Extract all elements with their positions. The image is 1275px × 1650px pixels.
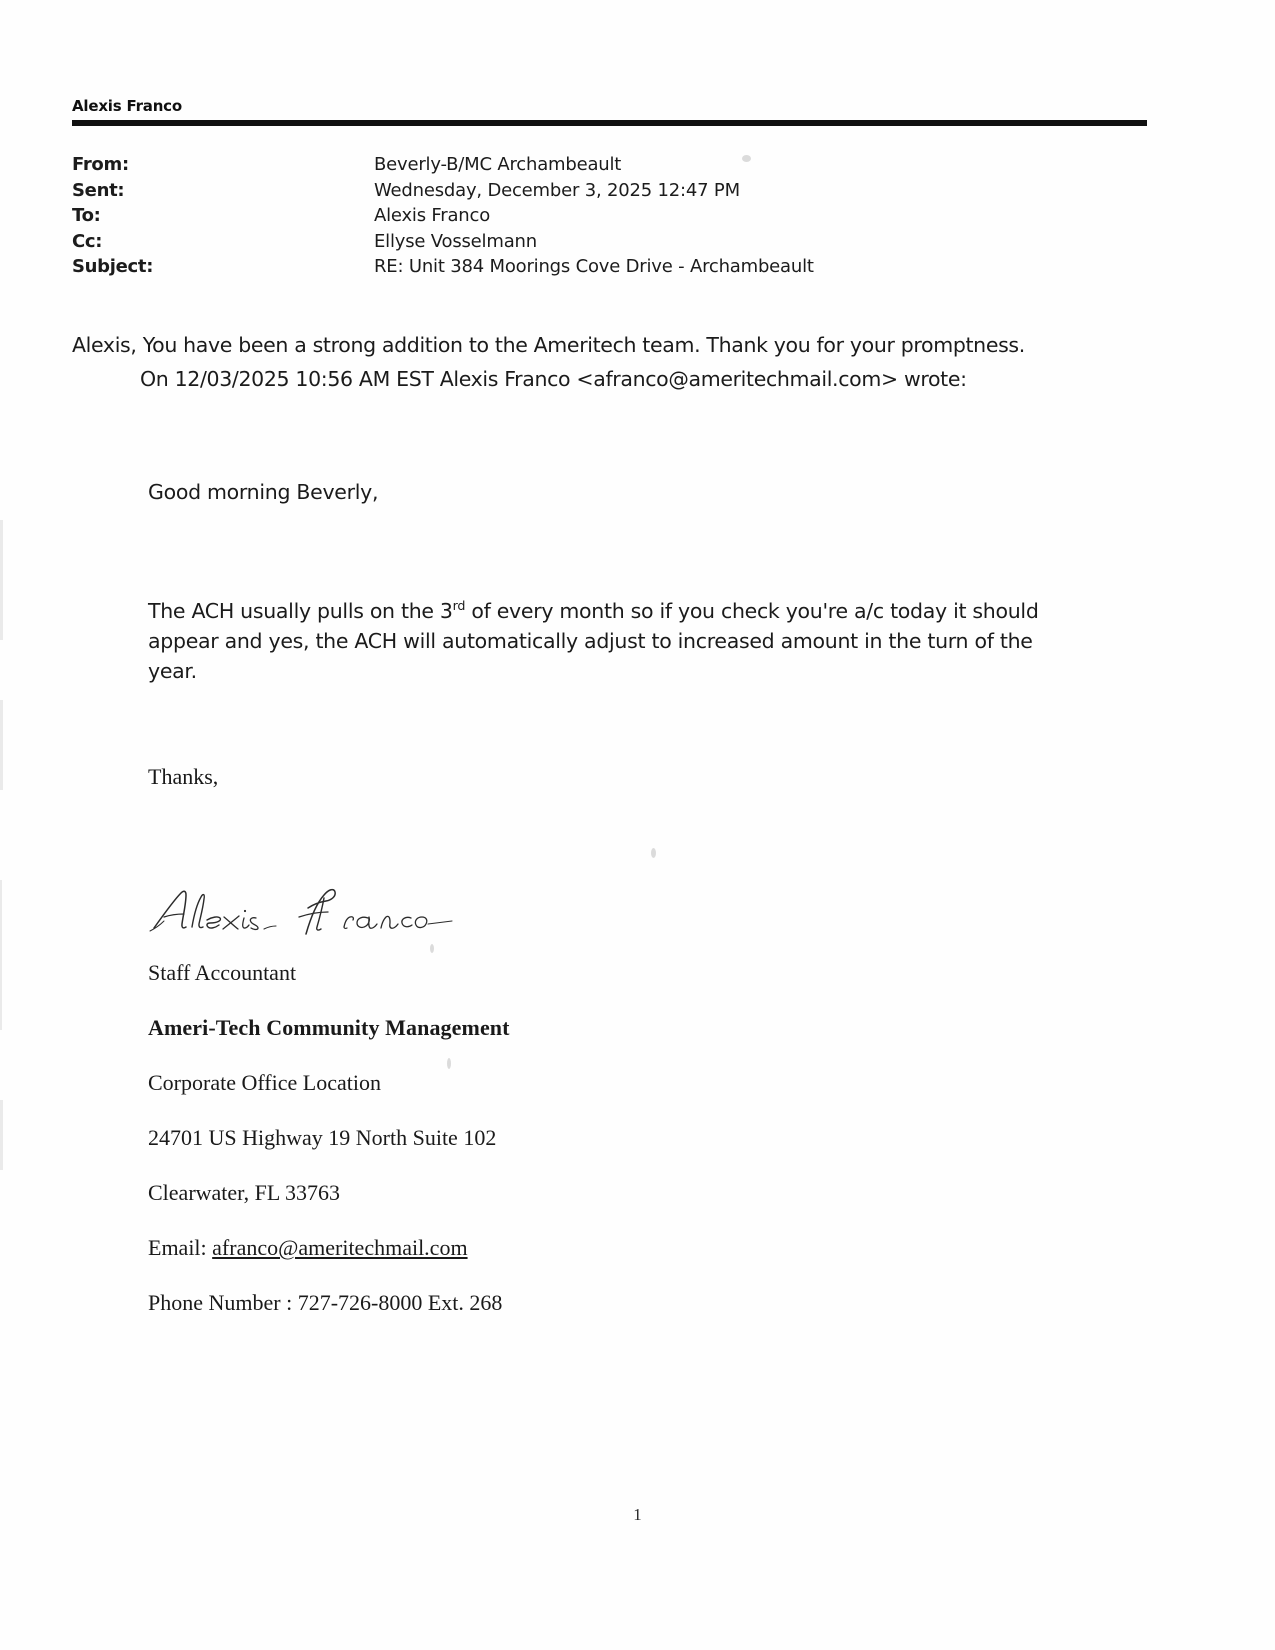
signature-phone: Phone Number : 727-726-8000 Ext. 268	[148, 1290, 503, 1315]
meta-value-subject: RE: Unit 384 Moorings Cove Drive - Archambeault	[374, 256, 814, 277]
signature-email-label: Email:	[148, 1235, 213, 1260]
meta-value-cc: Ellyse Vosselmann	[374, 230, 537, 252]
quoted-greeting: Good morning Beverly,	[148, 480, 379, 504]
meta-row-sent	[72, 178, 1072, 204]
signature-company: Ameri-Tech Community Management	[148, 1015, 510, 1040]
scan-speck	[651, 848, 656, 858]
reply-message-body	[72, 333, 1142, 391]
signature-city-state-zip: Clearwater, FL 33763	[148, 1180, 340, 1205]
scan-artifact	[0, 880, 2, 1030]
meta-label-from: From:	[72, 154, 129, 175]
scan-artifact	[0, 700, 3, 790]
quoted-message	[148, 480, 1068, 790]
ordinal-suffix: rd	[452, 598, 466, 614]
page-number: 1	[633, 1505, 642, 1524]
scan-artifact	[0, 1100, 3, 1170]
scan-artifact	[0, 520, 3, 640]
quoted-paragraph-part-1: The ACH usually pulls on the 3	[148, 599, 453, 623]
quoted-paragraph-part-2: of every month so if you check you're a/c today it should appear and yes, the ACH will automatically adjust to increased amount in the turn of the year.	[148, 599, 1039, 683]
meta-label-subject: Subject:	[72, 256, 154, 277]
quoted-closing: Thanks,	[148, 764, 219, 789]
header-divider	[72, 120, 1147, 126]
meta-row-cc	[72, 229, 1072, 255]
header-recipient-name: Alexis Franco	[72, 97, 182, 115]
meta-value-from: Beverly-B/MC Archambeault	[374, 154, 622, 175]
handwritten-signature-image	[148, 884, 478, 940]
meta-label-cc: Cc:	[72, 230, 103, 252]
quote-attribution-line: On 12/03/2025 10:56 AM EST Alexis Franco <afranco@ameritechmail.com> wrote:	[140, 367, 967, 391]
signature-address: 24701 US Highway 19 North Suite 102	[148, 1125, 497, 1150]
meta-label-to: To:	[72, 205, 101, 226]
signature-block	[148, 960, 848, 1345]
reply-text-line: Alexis, You have been a strong addition to the Ameritech team. Thank you for your promptness.	[72, 333, 1025, 357]
signature-email-row	[148, 1235, 848, 1261]
meta-row-from	[72, 152, 1072, 178]
document-header	[72, 98, 1147, 126]
scan-speck	[430, 944, 434, 953]
signature-office: Corporate Office Location	[148, 1070, 381, 1095]
signature-email-link[interactable]: afranco@ameritechmail.com	[212, 1235, 468, 1260]
meta-row-subject	[72, 254, 1072, 280]
meta-row-to	[72, 203, 1072, 229]
meta-label-sent: Sent:	[72, 179, 125, 201]
meta-value-sent: Wednesday, December 3, 2025 12:47 PM	[374, 179, 740, 201]
signature-title: Staff Accountant	[148, 960, 297, 985]
email-metadata	[72, 152, 1072, 280]
quoted-paragraph	[148, 596, 1053, 686]
meta-value-to: Alexis Franco	[374, 205, 491, 226]
